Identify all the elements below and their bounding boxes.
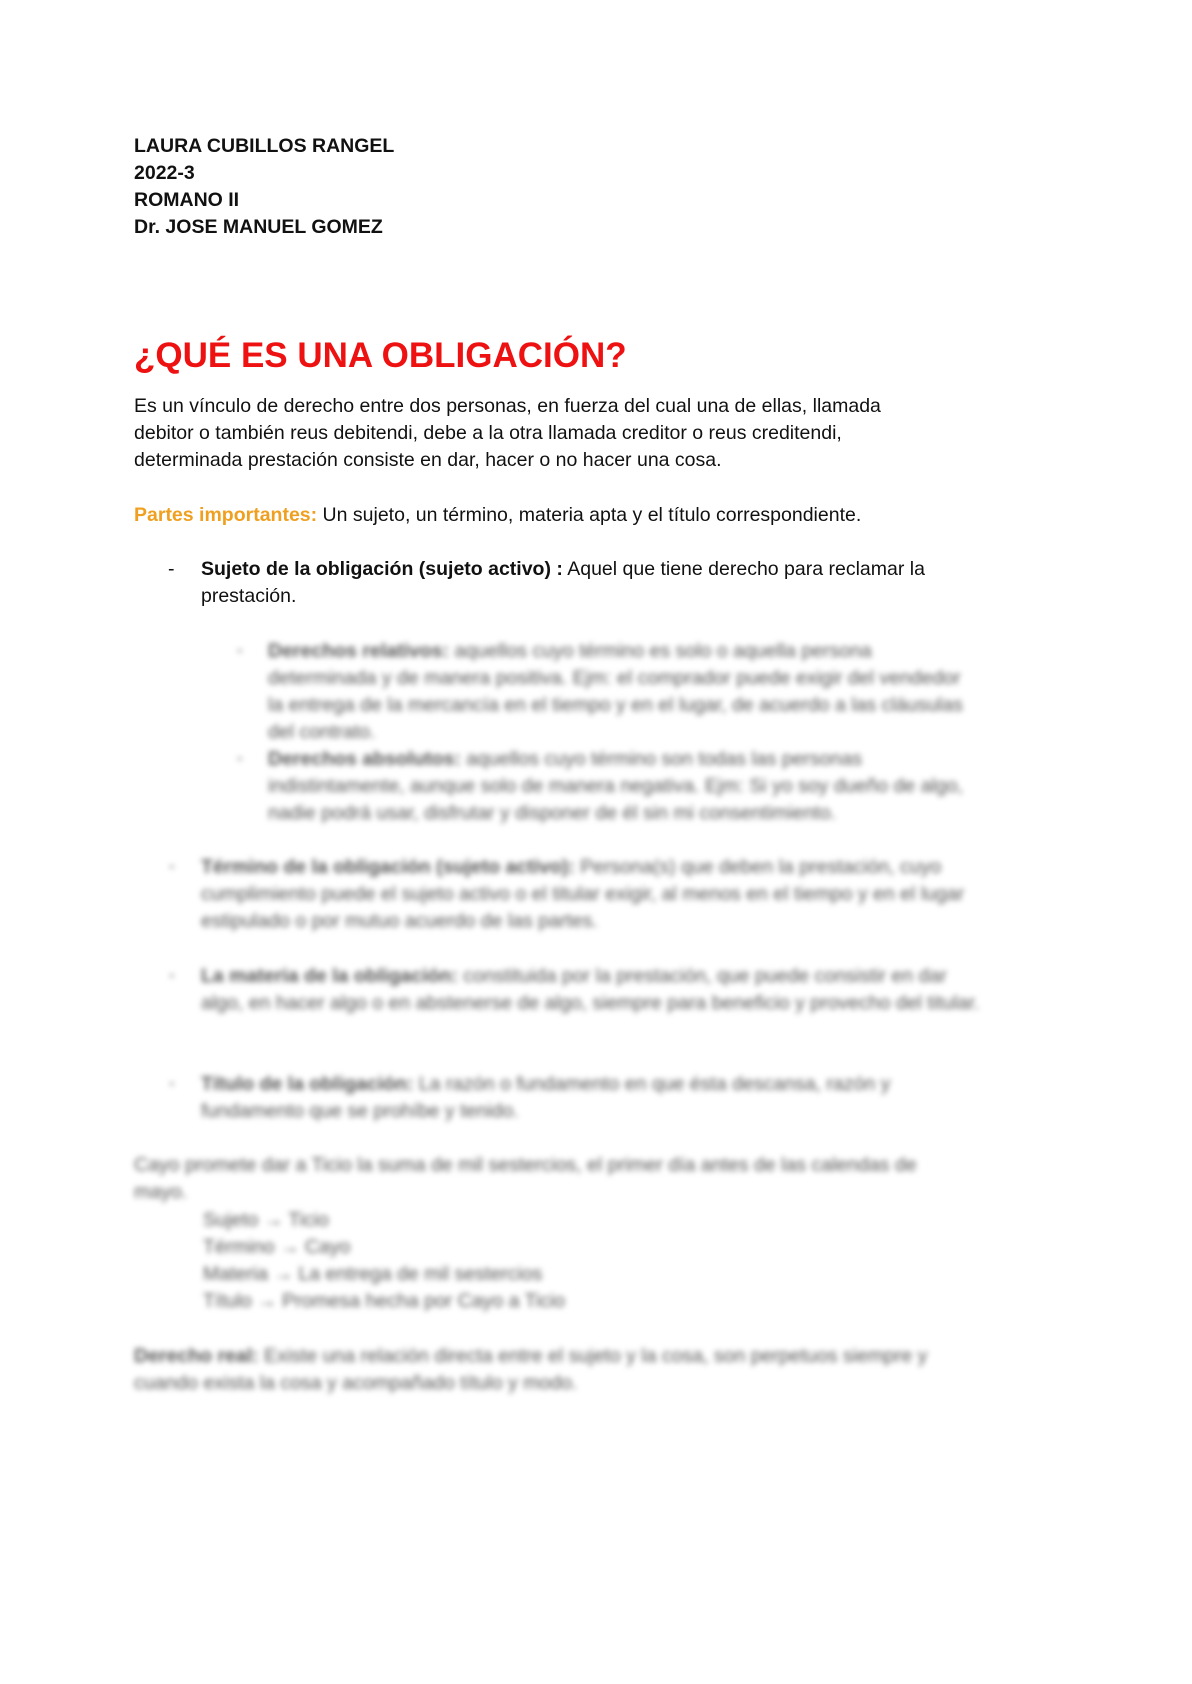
course-name: ROMANO II (134, 189, 240, 211)
real-right-paragraph (134, 1343, 979, 1397)
item-term: Título de la obligación: (201, 1073, 414, 1095)
square-bullet: ▪ (170, 971, 174, 982)
item-term: Derechos relativos: (268, 640, 449, 662)
parts-text: Un sujeto, un término, materia apta y el título correspondiente. (317, 504, 862, 526)
example-line: Sujeto → Ticio (203, 1209, 329, 1231)
list-item (134, 854, 984, 935)
item-term: La materia de la obligación: (201, 965, 458, 987)
example-paragraph: Cayo promete dar a Ticio la suma de mil sestercios, el primer día antes de las calendas de mayo. (134, 1154, 917, 1203)
item-text: aquellos cuyo término es solo o aquella persona determinada y de manera positiva. Ejm: el comprador puede exigir del vendedor la entrega de la mercancía en el tiempo y en el lugar, de acuerdo a las cláusulas del contrato. (268, 640, 963, 743)
author-name: LAURA CUBILLOS RANGEL (134, 135, 395, 157)
period: 2022-3 (134, 162, 195, 184)
header-block (134, 133, 984, 241)
item-text: La razón o fundamento en que ésta descansa, razón y fundamento que se prohíbe y tenido. (201, 1073, 891, 1122)
list-item (134, 746, 984, 827)
square-bullet: ▪ (238, 754, 242, 765)
item-term: Término de la obligación (sujeto activo): (201, 856, 575, 878)
real-right-term: Derecho real: (134, 1345, 259, 1367)
item-text: Persona(s) que deben la prestación, cuyo cumplimiento puede el sujeto activo o el titular exigir, al menos en el tiempo y en el lugar estipulado o por mutuo acuerdo de las partes. (201, 856, 965, 932)
example-line: Título → Promesa hecha por Cayo a Ticio (203, 1290, 565, 1312)
list-item (134, 638, 984, 746)
professor-name: Dr. JOSE MANUEL GOMEZ (134, 216, 383, 238)
square-bullet: ▪ (238, 646, 242, 657)
example-line: Materia → La entrega de mil sestercios (203, 1263, 543, 1285)
item-text: constituida por la prestación, que puede consistir en dar algo, en hacer algo o en abstenerse de algo, siempre para beneficio y provecho del titular. (201, 965, 980, 1014)
square-bullet: ▪ (170, 1079, 174, 1090)
list-item (134, 556, 984, 610)
parts-label: Partes importantes: (134, 504, 318, 526)
page-title: ¿QUÉ ES UNA OBLIGACIÓN? (134, 336, 627, 375)
parts-paragraph (134, 502, 984, 529)
item-text: Aquel que tiene derecho para reclamar la prestación. (201, 558, 925, 607)
example-line: Término → Cayo (203, 1236, 351, 1258)
list-item (134, 1071, 984, 1125)
list-item (134, 963, 984, 1017)
dash-bullet: - (168, 558, 175, 580)
item-term: Derechos absolutos: (268, 748, 461, 770)
square-bullet: ▪ (170, 862, 174, 873)
item-text: aquellos cuyo término son todas las personas indistintamente, aunque solo de manera negativa. Ejm: Si yo soy dueño de algo, nadie podrá usar, disfrutar y disponer de él sin mi consentimiento. (268, 748, 963, 824)
real-right-text: Existe una relación directa entre el sujeto y la cosa, son perpetuos siempre y cuando exista la cosa y acompañado título y modo. (134, 1345, 928, 1394)
definition-paragraph: Es un vínculo de derecho entre dos personas, en fuerza del cual una de ellas, llamada debitor o también reus debitendi, debe a la otra llamada creditor o reus creditendi, determinada prestación consiste en dar, hacer o no hacer una cosa. (134, 395, 881, 471)
example-breakdown (203, 1207, 1053, 1315)
item-term: Sujeto de la obligación (sujeto activo) : (201, 558, 563, 580)
